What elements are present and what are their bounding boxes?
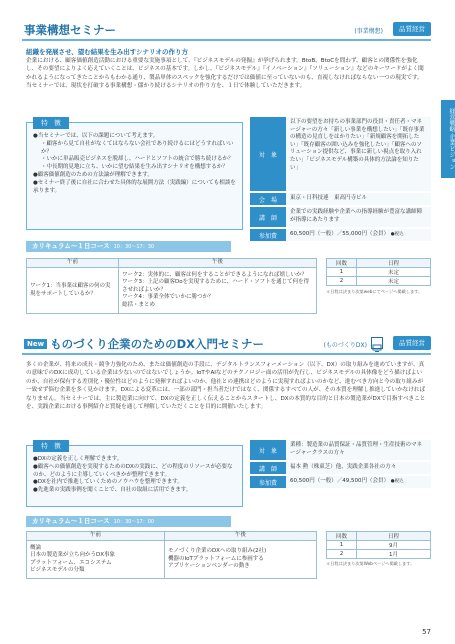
pm-item: 総括・まとめ bbox=[122, 301, 156, 308]
date-value: 9月 bbox=[357, 541, 431, 550]
col-header-pm: 午後 bbox=[119, 259, 317, 268]
section2-title: ものづくり企業のためのDX入門セミナー bbox=[50, 337, 264, 351]
col-header-am: 午前 bbox=[27, 259, 119, 268]
col-header-am: 午前 bbox=[27, 532, 165, 541]
date-col-count: 回数 bbox=[327, 259, 357, 268]
date-count: 1 bbox=[327, 268, 357, 277]
curriculum-label: カリキュラム～１日コース bbox=[32, 242, 110, 250]
section2-code: (ものづくりDX) bbox=[323, 342, 367, 349]
section1-lead: 組織を発展させ、望む結果を生み出すシナリオの作り方 bbox=[26, 48, 188, 56]
feature-item: ●先進業の実践事例を聞くことで、自社の取組に活用できます。 bbox=[33, 487, 192, 494]
tax-note: ●税込 bbox=[390, 479, 404, 484]
feature-item: ●セミナー終了後に自社に合わせた具体的な展開方法（実践編）についても相談を承ります。 bbox=[33, 179, 236, 194]
info-value: 東京・日科技連 東高円寺ビル bbox=[286, 193, 431, 205]
section1-body: 企業における、顧客価値創造活動における重要な実施事項として、『ビジネスモデルの発掘』が挙げられます。BtoB、BtoCを問わず、顧客との関係性を強化し、その要望によりよく応えていくことは、ビジネスの基本です。しかし、『ビジネスモデル』『イノベーション』『ソリューション』などのキーワードがよく聞かれるようになってきたことからもわかる通り、製品単体のスペックを強化するだけでは価値に至っていないのも、直視しなければならない一つの現実です。当セミナーでは、現状を打破する事業構想・儲かり続けるシナリオの作り方を、１日で体験していただきます。 bbox=[26, 58, 424, 90]
info-row-fee bbox=[250, 229, 431, 241]
section1-features-list bbox=[27, 123, 242, 199]
category-side-tab: 経営戦略 企業ビジョン bbox=[441, 100, 455, 178]
curriculum-time: 10：30～17：00 bbox=[113, 519, 155, 525]
feature-item: ・顧客から見て自社がなくてはならない会社であり続けるにはどうすればいいか？ bbox=[41, 140, 234, 155]
date-value: 1月 bbox=[357, 550, 431, 559]
curriculum-am-cell: 概論 日本の製造業が立ち向かうDX事象 プラットフォーム、エコシステム ビジネスモデルの分類 bbox=[27, 541, 165, 579]
pm-item: ワーク3：上記の顧客Doを実現するために、ハード・ソフトを通じて何を得させればよいか？ bbox=[122, 279, 310, 293]
section1-features-label: 特 徴 bbox=[33, 117, 69, 129]
section2-features-label: 特 徴 bbox=[33, 440, 69, 452]
curriculum-pm-cell bbox=[119, 268, 317, 314]
fee-text: 60,500円（一般）／49,500円（会員） bbox=[290, 478, 389, 484]
info-value: 企業での実践経験や企業への指導経験が豊富な講師陣が指導にあたります bbox=[286, 207, 431, 227]
curriculum-label: カリキュラム～１日コース bbox=[32, 517, 110, 525]
info-value: 福本 勲（株東芝）他、実践企業各社の方々 bbox=[286, 462, 431, 474]
section1-title: 事業構想セミナー bbox=[24, 23, 116, 37]
date-row bbox=[327, 268, 431, 277]
info-key: 参加費 bbox=[250, 229, 286, 241]
feature-item: ●DXの定義を正しく理解できます。 bbox=[33, 456, 123, 462]
section2-curriculum-bar bbox=[26, 516, 231, 527]
page-number: 57 bbox=[422, 628, 431, 636]
section1-category-badge: 品質経営 bbox=[393, 22, 431, 36]
info-row-target bbox=[250, 440, 431, 460]
info-key: 講 師 bbox=[250, 462, 286, 474]
info-row-fee bbox=[250, 476, 431, 488]
section2-info-table bbox=[250, 440, 431, 490]
section2-body: 多くの企業が、将来の成長・競争力強化のため、または価値創造の手段に、デジタルトランスフォーメーション（以下、DX）の取り組みを進めていますが、真の意味でのDXに成功している企業は少ないのではないでしょうか。IoTやAIなどのテクノロジー面の活用が先行し、ビジネスモデルの具体像をどう描けばよいのか、自社が保有する差別化・優位性はどのように発揮すればよいのか、他社との連携はどのように実現すればよいのかなど、進むべき方向と今の取り組みが一致せず悩む企業を多く見かけます。DXによる変革には、一部の部門・担当者だけではなく、関係するすべての人が、その本質を理解し推進していかなければなりません。当セミナーでは、主に製造業に向けて、DXの定義を正しく伝えることからスタートし、DXの本質的な目的と日本の製造業がDXで目指すべきことを、実践企業における事例紹介と質疑を通して理解していただくことを目的に開催いたします。 bbox=[26, 362, 426, 411]
section2-date-table bbox=[326, 531, 431, 559]
curriculum-am-cell: ワーク1：当事業は顧客の何の実現をサポートしているか？ bbox=[27, 268, 119, 314]
date-col-schedule: 日程 bbox=[357, 532, 431, 541]
section1-curriculum-bar bbox=[26, 241, 231, 252]
curriculum-pm-cell: モノづくり企業のDXへの取り組み(2社) 機器のIoTプラットフォームに参画する アプリケーションベンダーの動き bbox=[165, 541, 317, 579]
section1-features-box bbox=[26, 119, 243, 230]
section2-features-box bbox=[26, 442, 243, 507]
date-row bbox=[327, 277, 431, 286]
feature-item: ●当セミナーでは、以下の課題について考えます。 bbox=[33, 133, 159, 139]
fee-text: 60,500円（一般）／55,000円（会員） bbox=[290, 231, 389, 237]
pm-item: ワーク4：事業全体でいかに勝つか？ bbox=[122, 294, 214, 301]
date-value: 未定 bbox=[357, 268, 431, 277]
section2-features-list bbox=[27, 446, 242, 499]
date-col-schedule: 日程 bbox=[357, 259, 431, 268]
tax-note: ●税込 bbox=[390, 232, 404, 237]
info-key: 会 場 bbox=[250, 193, 286, 205]
pm-item: ワーク2：実体的に、顧客は何をすることができるようになれば嬉しいか？ bbox=[122, 271, 308, 278]
info-value bbox=[286, 229, 431, 241]
section2-date-note: ＊日程は決まり次第Webページへ掲載します。 bbox=[326, 561, 415, 566]
info-value bbox=[286, 476, 431, 488]
info-row-lecturer bbox=[250, 462, 431, 474]
feature-item: ・いかに単品販売ビジネスを脱却し、ハードとソフトの統合で勝ち続けるか？ bbox=[41, 156, 234, 163]
info-row-lecturer bbox=[250, 207, 431, 227]
section2-category-badge: 品質経営 bbox=[393, 336, 431, 350]
date-row bbox=[327, 550, 431, 559]
info-key: 参加費 bbox=[250, 476, 286, 488]
info-key: 対 象 bbox=[250, 440, 286, 460]
section1-date-note: ＊日程は決まり次第webにてページへ掲載します。 bbox=[326, 289, 423, 294]
date-count: 2 bbox=[327, 550, 357, 559]
section2-title-wrap bbox=[24, 336, 264, 352]
info-key: 対 象 bbox=[250, 117, 286, 191]
info-row-venue bbox=[250, 193, 431, 205]
date-col-count: 回数 bbox=[327, 532, 357, 541]
new-badge: New bbox=[24, 339, 47, 349]
section1-header bbox=[22, 20, 431, 41]
info-value: 業種：製造業の品質保証・品質管理・生産技術のマネージャークラスの方々 bbox=[286, 440, 431, 460]
info-row-target bbox=[250, 117, 431, 191]
feature-item: ・中長期的見地に立ち、いかに望む結果を生み出すシナリオを構想するか？ bbox=[41, 164, 228, 171]
date-row bbox=[327, 541, 431, 550]
section1-code: (事業構想) bbox=[354, 28, 383, 35]
col-header-pm: 午後 bbox=[165, 532, 317, 541]
section1-date-table bbox=[326, 258, 431, 286]
section1-info-table bbox=[250, 117, 431, 243]
section1-curriculum-table bbox=[26, 258, 317, 314]
date-value: 未定 bbox=[357, 277, 431, 286]
info-value: 以下の要望をお持ちの事業部門の役員・責任者・マネージャーの方々「新しい事業を構想したい」「既存事業の構造の見直しをはかりたい」「新規顧客を開拓したい」「既存顧客の囲い込みを強化したい」「顧客へのソリューション提供など、事業に新しい視点を取り入れたい」「ビジネスモデル構築の具体的方法論を知りたい」 bbox=[286, 117, 431, 191]
feature-item: ●顧客価値創造のための方法論が理解できます。 bbox=[33, 171, 153, 178]
feature-item: ●顧客への価値創造を実現するためのDXの実践に、どの程度のリソースが必要なのか、どのように主導していくべきかが整理できます。 bbox=[33, 463, 233, 478]
live-stream-icon bbox=[371, 337, 383, 349]
info-key: 講 師 bbox=[250, 207, 286, 227]
date-count: 1 bbox=[327, 541, 357, 550]
date-count: 2 bbox=[327, 277, 357, 286]
section2-header bbox=[22, 334, 431, 355]
feature-item: ●DXを社内で推進していくためのノウハウを整理できます。 bbox=[33, 479, 183, 486]
section2-curriculum-table bbox=[26, 531, 317, 579]
curriculum-time: 10：30～17：30 bbox=[113, 244, 155, 250]
